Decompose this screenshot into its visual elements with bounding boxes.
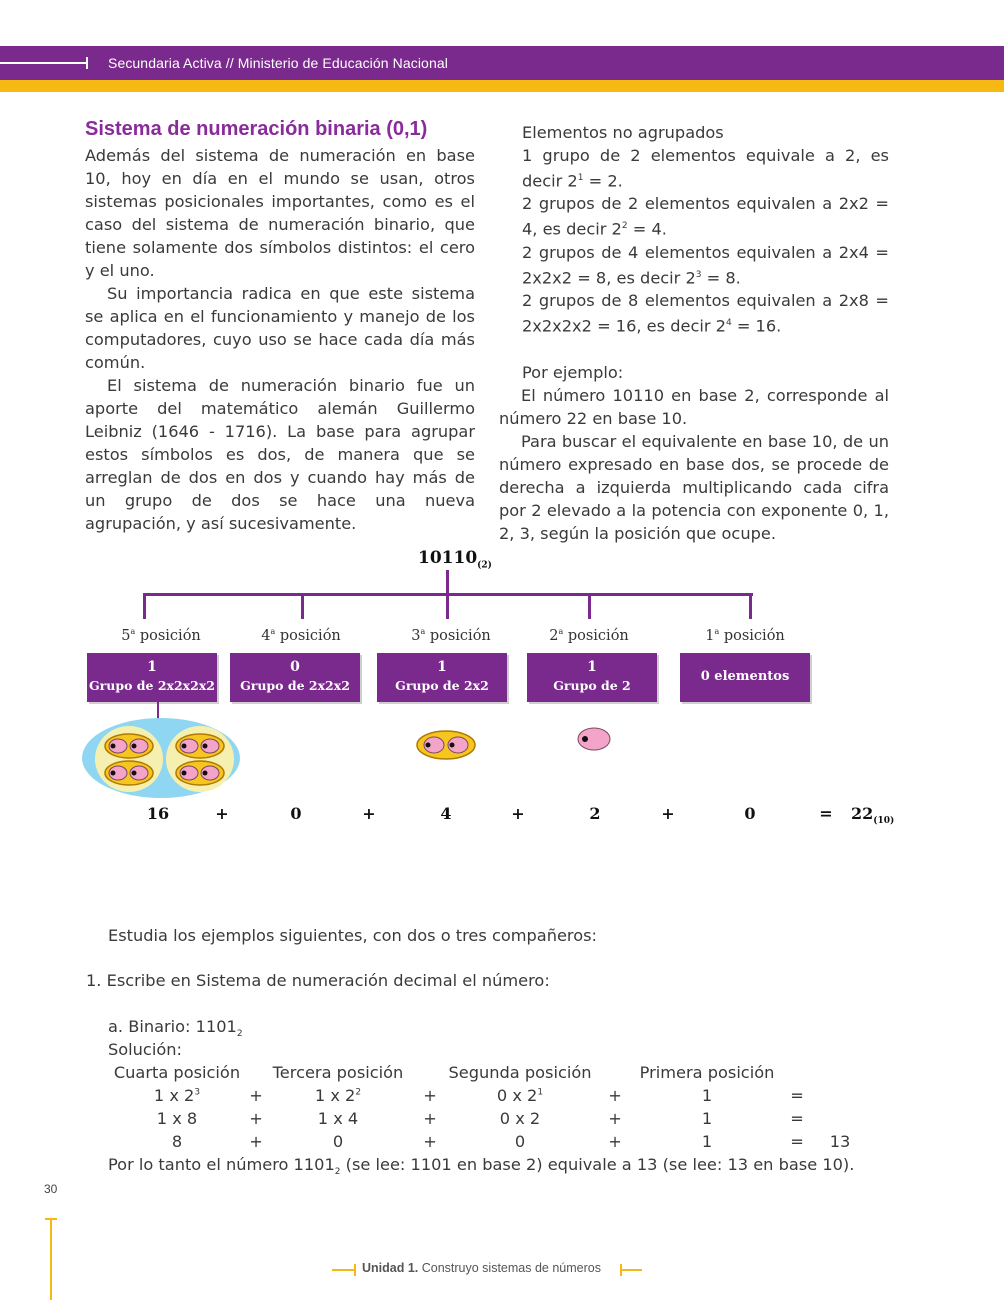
position-label-5: 5$^a$ posición — [121, 627, 201, 644]
line-groups-4: 2 grupos de 2 elementos equivalen a 2x2 = 4, es decir $2^2 = 4$. — [522, 194, 889, 239]
sum-plus: + — [511, 804, 525, 823]
paragraph-leibniz: El sistema de numeración binario fue un aporte del matemático alemán Guillermo Leibniz (1646 - 1716). La base para agrupar estos símbolos es dos, de manera que se arreglan de dos en dos y cuando hay más de un grupo de dos se hace una nueva agrupación, y así sucesivamente. — [85, 376, 475, 533]
sum-term: 16 — [146, 804, 170, 823]
diagram-branch — [301, 593, 304, 619]
sum-term: 0 — [290, 804, 302, 823]
col-header-second: Segunda posición — [448, 1063, 592, 1082]
header-rule-tick — [86, 57, 88, 69]
sum-plus: + — [362, 804, 376, 823]
op-equals: = — [790, 1086, 804, 1105]
op-equals: = — [790, 1132, 804, 1151]
margin-rule — [50, 1218, 52, 1300]
op-plus: + — [249, 1132, 263, 1151]
col-header-fourth: Cuarta posición — [113, 1063, 241, 1082]
example-label: Por ejemplo: — [522, 362, 624, 382]
cell: 1 x 8 — [156, 1109, 198, 1128]
example-text: El número 10110 en base 2, corresponde al número 22 en base 10. — [499, 385, 889, 428]
footer-rule-right — [620, 1269, 642, 1271]
line-ungrouped: Elementos no agrupados — [522, 123, 724, 142]
sum-equals: = — [819, 804, 833, 823]
position-box-4: 0 Grupo de 2x2x2 — [230, 653, 360, 702]
solution-label: Solución: — [108, 1040, 182, 1059]
col-header-first: Primera posición — [639, 1063, 775, 1082]
col-header-third: Tercera posición — [272, 1063, 404, 1082]
diagram-branch — [749, 593, 752, 619]
op-plus: + — [608, 1132, 622, 1151]
cell: 1 x $2^3$ — [153, 1086, 201, 1105]
position-box-1: 0 elementos — [680, 653, 810, 702]
op-equals: = — [790, 1109, 804, 1128]
op-plus: + — [608, 1109, 622, 1128]
paragraph-intro: Además del sistema de numeración en base 10, hoy en día en el mundo se usan, otros sistemas posicionales importantes, como es el caso del sistema de numeración binario, que tiene solamente dos símbolos distintos: el cero y el uno. — [85, 146, 475, 280]
diagram-binary-number: $10110_{(2)}$ — [418, 548, 492, 571]
footer-rule-right-tick — [620, 1264, 622, 1276]
op-plus: + — [423, 1109, 437, 1128]
footer-rule-left-tick — [354, 1264, 356, 1276]
op-plus: + — [423, 1086, 437, 1105]
sum-term: 4 — [440, 804, 452, 823]
position-box-5: 1 Grupo de 2x2x2x2 — [87, 653, 217, 702]
diagram-branch — [588, 593, 591, 619]
header-accent-stripe — [0, 80, 1004, 92]
cell: 1 — [701, 1132, 713, 1151]
sum-plus: + — [215, 804, 229, 823]
study-intro: Estudia los ejemplos siguientes, con dos o tres compañeros: — [108, 926, 598, 945]
sum-term: 0 — [744, 804, 756, 823]
cell: 1 x 4 — [317, 1109, 359, 1128]
cell: 0 — [514, 1132, 526, 1151]
cell: 0 — [332, 1132, 344, 1151]
line-groups-16: 2 grupos de 8 elementos equivalen a 2x8 = 2x2x2x2 = 16, es decir $2^4 = 16$. — [522, 291, 889, 336]
exercise-1: 1. Escribe en Sistema de numeración decimal el número: — [86, 971, 550, 990]
op-plus: + — [249, 1109, 263, 1128]
cell: 1 — [701, 1109, 713, 1128]
position-box-2: 1 Grupo de 2 — [527, 653, 657, 702]
method-text: Para buscar el equivalente en base 10, de un número expresado en base dos, se procede de derecha a izquierda multiplicando cada cifra por 2 elevado a la potencia con exponente 0, 1, 2, 3, según la posición que ocupe. — [499, 431, 889, 543]
cell: 1 x $2^2$ — [314, 1086, 362, 1105]
position-label-3: 3$^a$ posición — [411, 627, 491, 644]
header-rule — [0, 62, 88, 64]
cell: 1 — [701, 1086, 713, 1105]
cell: 8 — [171, 1132, 183, 1151]
footer-unit-title: Unidad 1. Construyo sistemas de números — [362, 1261, 601, 1275]
left-column — [85, 144, 475, 535]
page-number: 30 — [44, 1182, 58, 1196]
sum-plus: + — [661, 804, 675, 823]
position-box-3: 1 Grupo de 2x2 — [377, 653, 507, 702]
group-of-2-illustration — [575, 725, 613, 753]
op-plus: + — [423, 1132, 437, 1151]
line-group-2: 1 grupo de 2 elementos equivale a 2, es decir $2^1 = 2$. — [522, 146, 889, 191]
line-groups-8: 2 grupos de 4 elementos equivalen a 2x4 = 2x2x2 = 8, es decir $2^3 = 8$. — [522, 242, 889, 288]
position-label-1: 1$^a$ posición — [705, 627, 785, 644]
exercise-1a: a. Binario: $1101_2$ — [108, 1017, 243, 1040]
position-label-4: 4$^a$ posición — [261, 627, 341, 644]
footer-rule-left — [332, 1269, 356, 1271]
header-title: Secundaria Activa // Ministerio de Educación Nacional — [108, 55, 448, 71]
section-title: Sistema de numeración binaria (0,1) — [85, 118, 428, 140]
paragraph-importance: Su importancia radica en que este sistema se aplica en el funcionamiento y manejo de los computadores, cuyo uso se hace cada día más común. — [85, 284, 475, 372]
spacer — [499, 338, 889, 361]
op-plus: + — [249, 1086, 263, 1105]
conclusion: Por lo tanto el número $1101_2$ (se lee: 1101 en base 2) equivale a 13 (se lee: 13 en base 10). — [108, 1155, 855, 1178]
sum-term: 2 — [589, 804, 601, 823]
position-label-2: 2$^a$ posición — [549, 627, 629, 644]
group-of-16-illustration — [80, 716, 242, 800]
row-result: 13 — [829, 1132, 851, 1151]
group-of-4-illustration — [414, 728, 478, 762]
diagram-stem — [446, 570, 449, 595]
right-column — [499, 121, 889, 545]
cell: 0 x $2^1$ — [496, 1086, 544, 1105]
op-plus: + — [608, 1086, 622, 1105]
cell: 0 x 2 — [499, 1109, 541, 1128]
diagram-branch — [446, 593, 449, 619]
diagram-branch — [143, 593, 146, 619]
sum-result: $22_{(10)}$ — [851, 804, 895, 827]
